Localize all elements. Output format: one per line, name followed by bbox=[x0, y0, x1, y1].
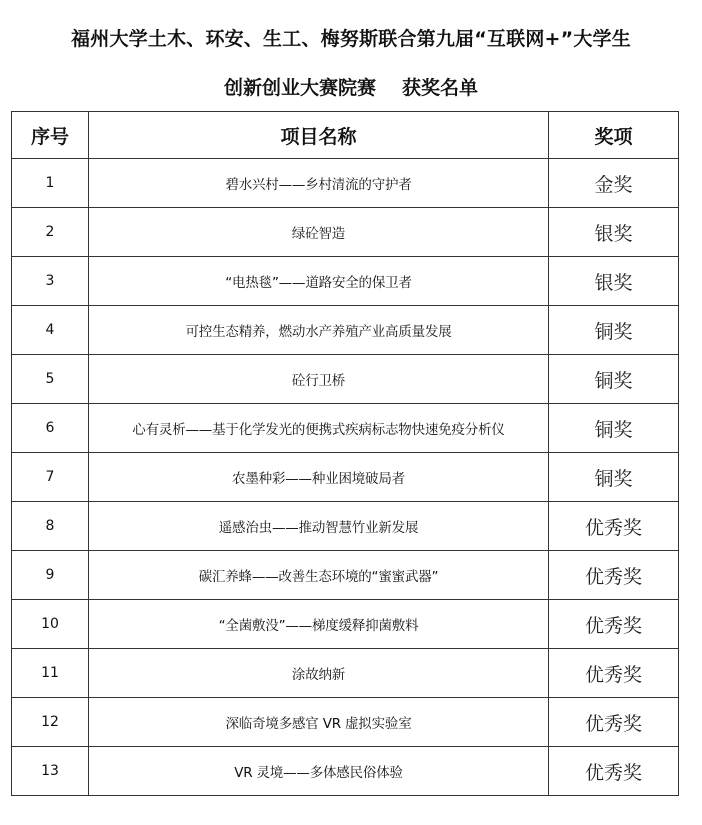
row-award: 铜奖 bbox=[549, 404, 679, 453]
row-project-name: 可控生态精养，燃动水产养殖产业高质量发展 bbox=[89, 306, 549, 355]
row-number: 6 bbox=[12, 404, 89, 453]
row-award: 优秀奖 bbox=[549, 551, 679, 600]
row-number: 2 bbox=[12, 208, 89, 257]
row-number: 8 bbox=[12, 502, 89, 551]
table-row bbox=[12, 306, 679, 355]
row-award: 铜奖 bbox=[549, 355, 679, 404]
table-row bbox=[12, 698, 679, 747]
table-row bbox=[12, 453, 679, 502]
row-award: 金奖 bbox=[549, 159, 679, 208]
row-award: 银奖 bbox=[549, 257, 679, 306]
row-project-name: “全菌敷没”——梯度缓释抑菌敷料 bbox=[89, 600, 549, 649]
header-number: 序号 bbox=[12, 112, 89, 159]
row-project-name: 深临奇境多感官 VR 虚拟实验室 bbox=[89, 698, 549, 747]
row-award: 优秀奖 bbox=[549, 649, 679, 698]
row-number: 1 bbox=[12, 159, 89, 208]
row-number: 4 bbox=[12, 306, 89, 355]
row-award: 优秀奖 bbox=[549, 600, 679, 649]
row-award: 优秀奖 bbox=[549, 698, 679, 747]
row-award: 银奖 bbox=[549, 208, 679, 257]
header-award: 奖项 bbox=[549, 112, 679, 159]
table-body bbox=[12, 159, 679, 796]
row-award: 铜奖 bbox=[549, 453, 679, 502]
table-row bbox=[12, 208, 679, 257]
table-row bbox=[12, 355, 679, 404]
subtitle-list-label: 获奖名单 bbox=[402, 77, 479, 99]
row-project-name: 碧水兴村——乡村清流的守护者 bbox=[89, 159, 549, 208]
subtitle-event: 创新创业大赛院赛 bbox=[223, 77, 376, 99]
header-project-name: 项目名称 bbox=[89, 112, 549, 159]
row-project-name: 心有灵析——基于化学发光的便携式疾病标志物快速免疫分析仪 bbox=[89, 404, 549, 453]
row-project-name: “电热毯”——道路安全的保卫者 bbox=[89, 257, 549, 306]
table-row bbox=[12, 649, 679, 698]
row-number: 3 bbox=[12, 257, 89, 306]
row-number: 9 bbox=[12, 551, 89, 600]
row-project-name: 涂故纳新 bbox=[89, 649, 549, 698]
table-row bbox=[12, 159, 679, 208]
table-row bbox=[12, 551, 679, 600]
row-award: 优秀奖 bbox=[549, 747, 679, 796]
row-number: 5 bbox=[12, 355, 89, 404]
row-project-name: 碳汇养蜂——改善生态环境的“蜜蜜武器” bbox=[89, 551, 549, 600]
row-number: 11 bbox=[12, 649, 89, 698]
table-row bbox=[12, 747, 679, 796]
row-number: 12 bbox=[12, 698, 89, 747]
row-award: 铜奖 bbox=[549, 306, 679, 355]
row-number: 13 bbox=[12, 747, 89, 796]
document-title: 福州大学土木、环安、生工、梅努斯联合第九届“互联网+”大学生 bbox=[71, 28, 631, 50]
row-project-name: 绿砼智造 bbox=[89, 208, 549, 257]
table-row bbox=[12, 257, 679, 306]
table-row bbox=[12, 404, 679, 453]
row-number: 7 bbox=[12, 453, 89, 502]
table-row bbox=[12, 502, 679, 551]
awards-table bbox=[11, 111, 679, 796]
table-row bbox=[12, 600, 679, 649]
table-header-row bbox=[12, 112, 679, 159]
row-number: 10 bbox=[12, 600, 89, 649]
document-subtitle bbox=[0, 73, 702, 100]
row-project-name: 农墨种彩——种业困境破局者 bbox=[89, 453, 549, 502]
row-project-name: 遥感治虫——推动智慧竹业新发展 bbox=[89, 502, 549, 551]
row-project-name: VR 灵境——多体感民俗体验 bbox=[89, 747, 549, 796]
row-project-name: 砼行卫桥 bbox=[89, 355, 549, 404]
row-award: 优秀奖 bbox=[549, 502, 679, 551]
